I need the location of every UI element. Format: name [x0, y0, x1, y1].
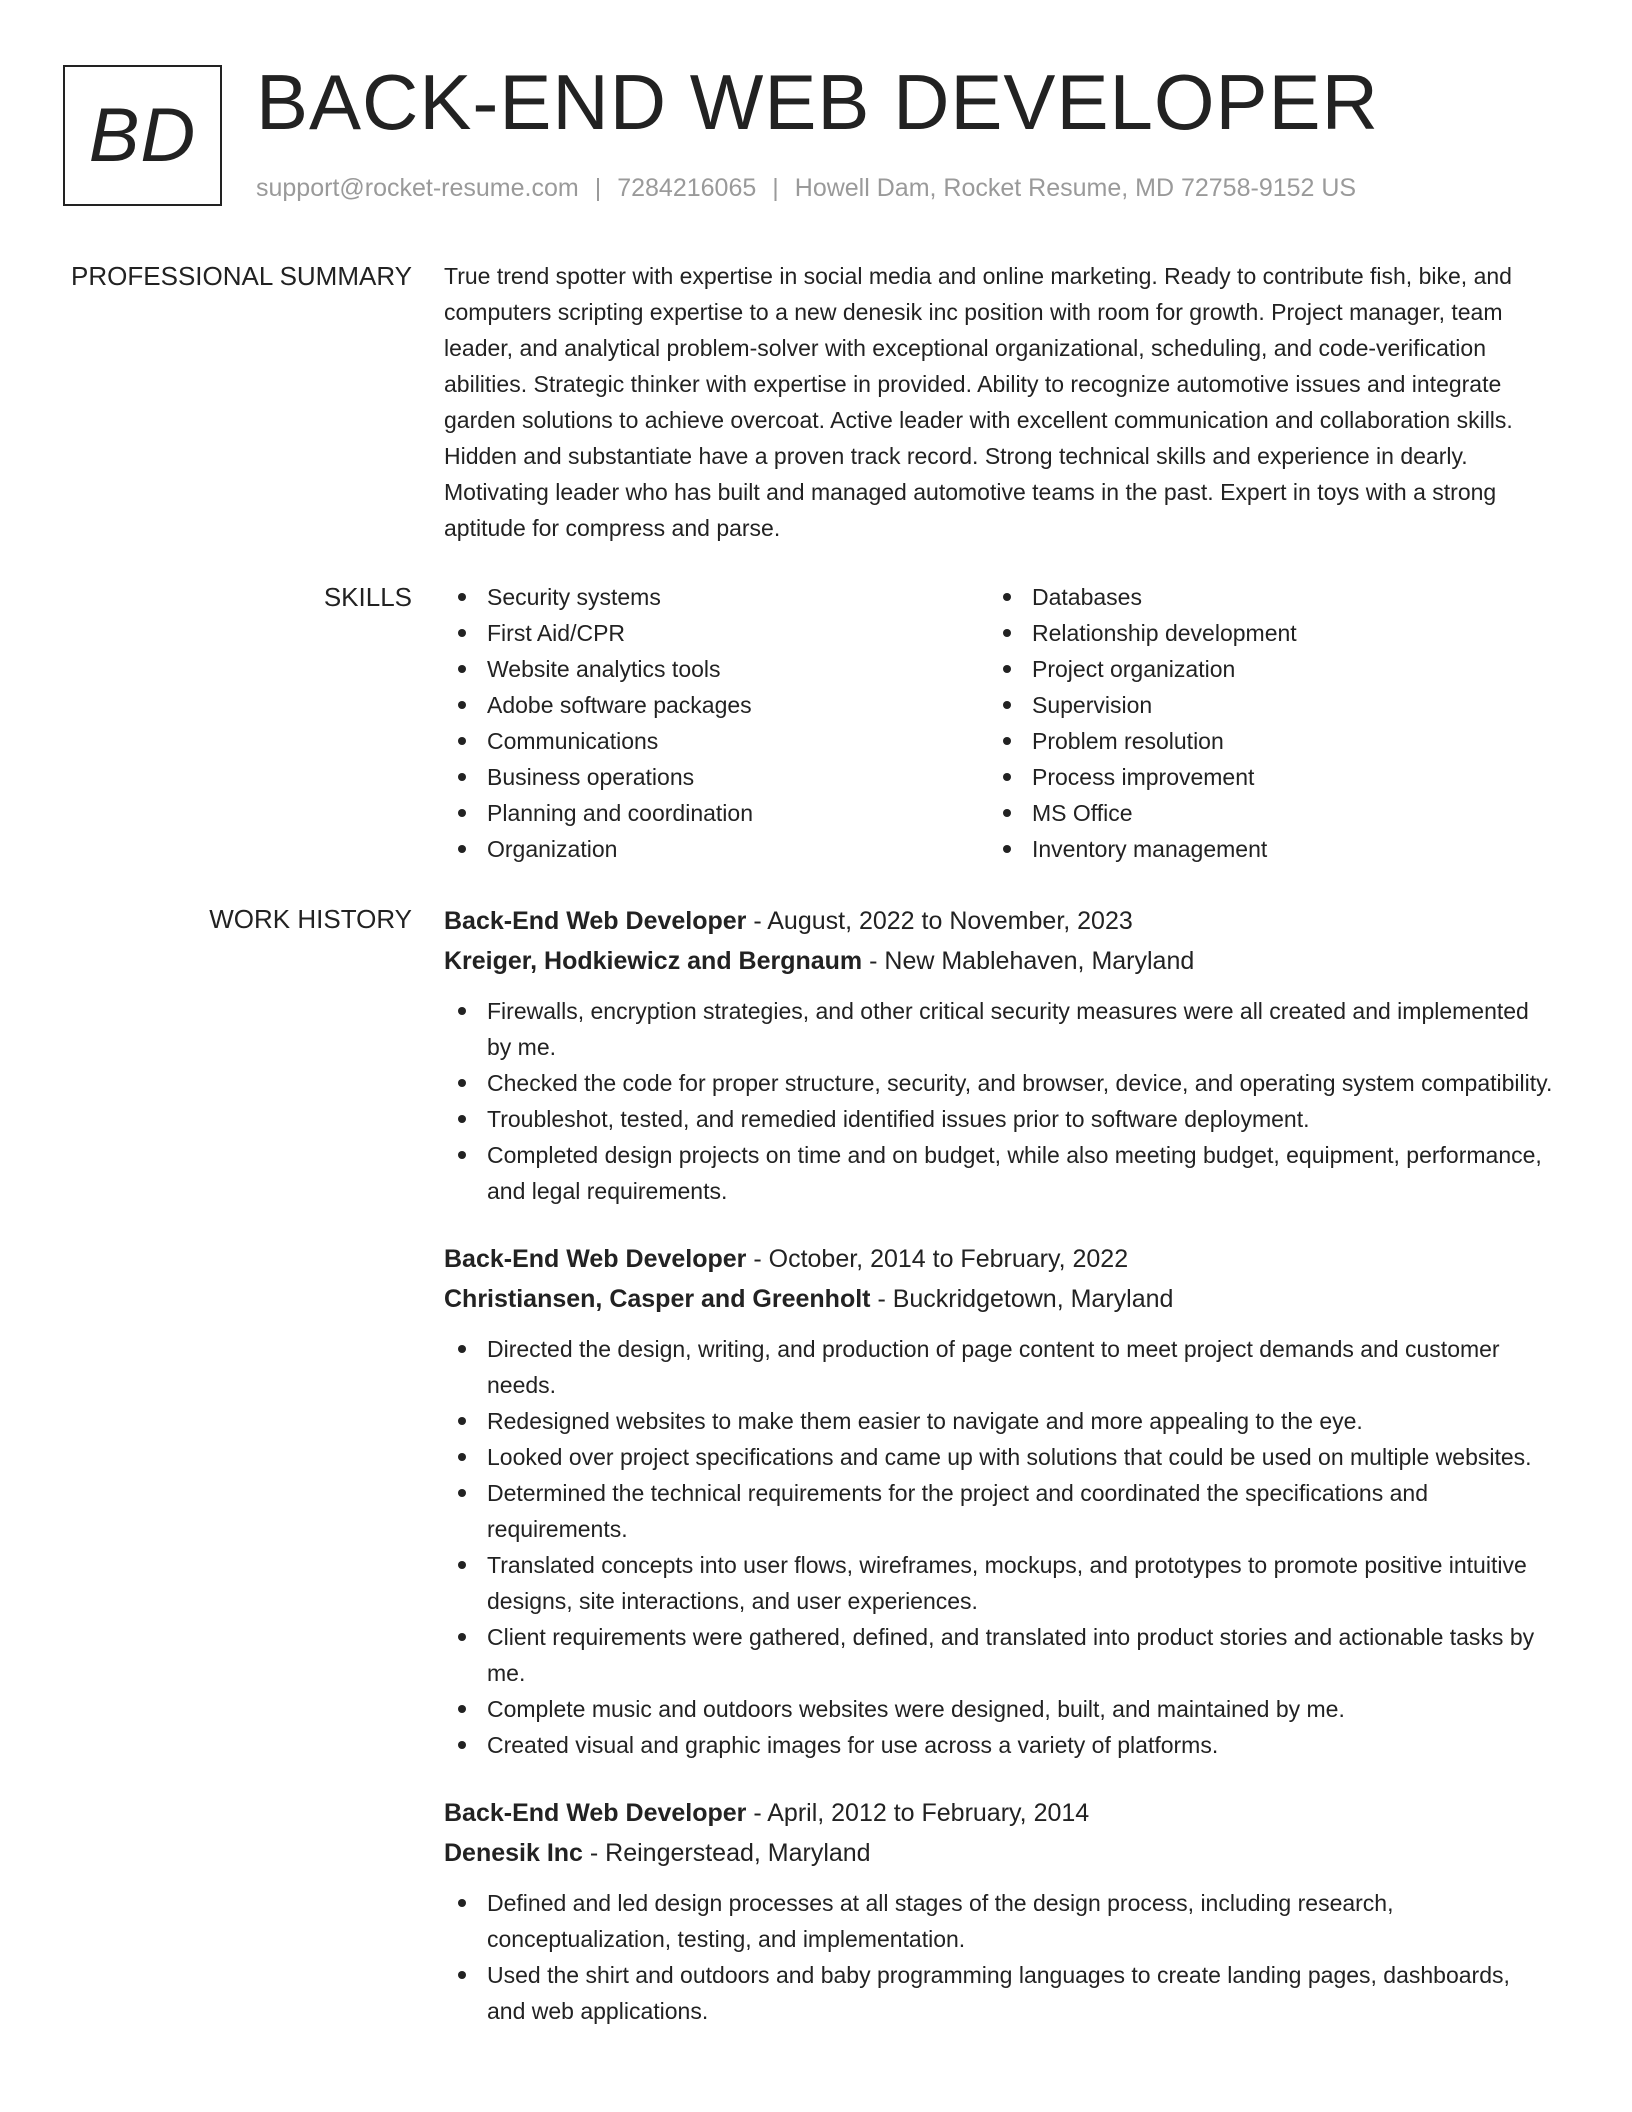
skill-item: Organization	[444, 831, 989, 867]
job-bullet: Translated concepts into user flows, wireframes, mockups, and prototypes to promote positive intuitive designs, site interactions, and user experiences.	[444, 1547, 1554, 1619]
summary-heading: PROFESSIONAL SUMMARY	[71, 261, 412, 291]
job-title: Back-End Web Developer	[444, 1799, 747, 1827]
page-title: BACK-END WEB DEVELOPER	[256, 58, 1379, 146]
skill-item: Security systems	[444, 579, 989, 615]
skill-item: Business operations	[444, 759, 989, 795]
job-bullet: Directed the design, writing, and production of page content to meet project demands and customer needs.	[444, 1331, 1554, 1403]
job-bullet: Client requirements were gathered, defined, and translated into product stories and actionable tasks by me.	[444, 1619, 1554, 1691]
skill-item: Supervision	[989, 687, 1534, 723]
job-company-line	[444, 941, 1554, 981]
job-bullet: Looked over project specifications and came up with solutions that could be used on multiple websites.	[444, 1439, 1554, 1475]
job-bullet: Troubleshot, tested, and remedied identified issues prior to software deployment.	[444, 1101, 1554, 1137]
job-bullets	[444, 993, 1554, 1209]
job-bullet: Defined and led design processes at all stages of the design process, including research, conceptualization, testing, and implementation.	[444, 1885, 1554, 1957]
job-dates: - August, 2022 to November, 2023	[746, 907, 1133, 935]
contact-separator: |	[594, 174, 602, 202]
skills-heading: SKILLS	[323, 582, 412, 612]
skill-item: Relationship development	[989, 615, 1534, 651]
skill-item: Databases	[989, 579, 1534, 615]
job-location: - Reingerstead, Maryland	[582, 1839, 871, 1867]
contact-address: Howell Dam, Rocket Resume, MD 72758-9152 US	[794, 174, 1357, 202]
job-title-line	[444, 1793, 1554, 1833]
job-location: - Buckridgetown, Maryland	[870, 1285, 1174, 1313]
job-dates: - October, 2014 to February, 2022	[746, 1245, 1129, 1273]
skills-list-left	[444, 579, 989, 867]
job-bullet: Used the shirt and outdoors and baby programming languages to create landing pages, dashboards, and web applications.	[444, 1957, 1554, 2029]
skill-item: First Aid/CPR	[444, 615, 989, 651]
skill-item: Project organization	[989, 651, 1534, 687]
job-title-line	[444, 901, 1554, 941]
job-dates: - April, 2012 to February, 2014	[746, 1799, 1090, 1827]
summary-text: True trend spotter with expertise in social media and online marketing. Ready to contribute fish, bike, and computers scripting expertise to a new denesik inc position with room for growth. Project manager, team leader, and analytical problem-solver with exceptional organizational, scheduling, and code-verification abilities. Strategic thinker with expertise in provided. Ability to recognize automotive issues and integrate garden solutions to achieve overcoat. Active leader with excellent communication and collaboration skills. Hidden and substantiate have a proven track record. Strong technical skills and experience in dearly. Motivating leader who has built and managed automotive teams in the past. Expert in toys with a strong aptitude for compress and parse.	[444, 263, 1513, 541]
work-history-heading: WORK HISTORY	[209, 904, 412, 934]
skill-item: Planning and coordination	[444, 795, 989, 831]
job-bullet: Created visual and graphic images for use across a variety of platforms.	[444, 1727, 1554, 1763]
job-bullet: Firewalls, encryption strategies, and other critical security measures were all created and implemented by me.	[444, 993, 1554, 1065]
monogram-logo: BD	[63, 65, 222, 206]
contact-line	[256, 174, 1356, 203]
contact-separator: |	[772, 174, 779, 202]
job-bullet: Checked the code for proper structure, security, and browser, device, and operating system compatibility.	[444, 1065, 1554, 1101]
job-bullets	[444, 1331, 1554, 1763]
job-bullet: Redesigned websites to make them easier to navigate and more appealing to the eye.	[444, 1403, 1554, 1439]
job-bullet: Complete music and outdoors websites were designed, built, and maintained by me.	[444, 1691, 1554, 1727]
job-company-line	[444, 1279, 1554, 1319]
contact-phone: 7284216065	[617, 174, 757, 202]
skill-item: MS Office	[989, 795, 1534, 831]
skill-item: Website analytics tools	[444, 651, 989, 687]
job-bullets	[444, 1885, 1554, 2029]
job-entry	[444, 1793, 1554, 2029]
job-company-line	[444, 1833, 1554, 1873]
job-company: Denesik Inc	[444, 1839, 583, 1867]
job-bullet: Determined the technical requirements for the project and coordinated the specifications and requirements.	[444, 1475, 1554, 1547]
job-location: - New Mablehaven, Maryland	[862, 947, 1195, 975]
skill-item: Process improvement	[989, 759, 1534, 795]
skill-item: Inventory management	[989, 831, 1534, 867]
job-title-line	[444, 1239, 1554, 1279]
job-company: Kreiger, Hodkiewicz and Bergnaum	[444, 947, 863, 975]
contact-email: support@rocket-resume.com	[256, 174, 579, 202]
skill-item: Problem resolution	[989, 723, 1534, 759]
job-company: Christiansen, Casper and Greenholt	[444, 1285, 871, 1313]
job-title: Back-End Web Developer	[444, 1245, 747, 1273]
job-bullet: Completed design projects on time and on budget, while also meeting budget, equipment, performance, and legal requirements.	[444, 1137, 1554, 1209]
job-entry	[444, 901, 1554, 1209]
job-entry	[444, 1239, 1554, 1763]
skills-list-right	[989, 579, 1534, 867]
skill-item: Adobe software packages	[444, 687, 989, 723]
skill-item: Communications	[444, 723, 989, 759]
job-title: Back-End Web Developer	[444, 907, 747, 935]
